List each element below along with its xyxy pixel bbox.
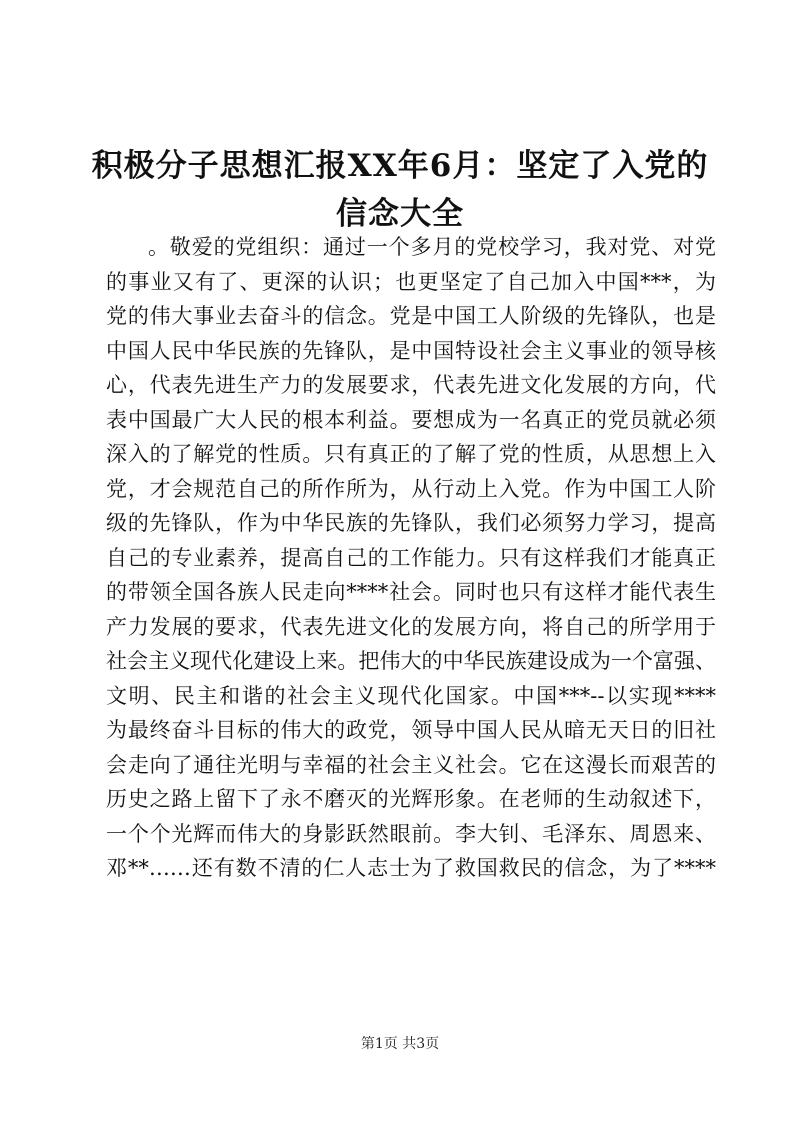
title-line-1: 积极分子思想汇报XX年6月：坚定了入党的 [91, 148, 709, 184]
body-line: 表中国最广大人民的根本利益。要想成为一名真正的党员就必须 [106, 407, 716, 432]
body-line: 邓**……还有数不清的仁人志士为了救国救民的信念，为了**** [106, 856, 716, 880]
body-line: 社会主义现代化建设上来。把伟大的中华民族建设成为一个富强、 [106, 649, 716, 673]
body-line: 产力发展的要求，代表先进文化的发展方向，将自己的所学用于 [106, 614, 716, 639]
body-line: 中国人民中华民族的先锋队，是中国特设社会主义事业的领导核 [106, 338, 716, 363]
body-line: 文明、民主和谐的社会主义现代化国家。中国***--以实现**** [106, 683, 716, 708]
body-line: 深入的了解党的性质。只有真正的了解了党的性质，从思想上入 [106, 442, 716, 466]
document-title [60, 142, 740, 238]
body-line: 的事业又有了、更深的认识；也更坚定了自己加入中国***，为 [106, 269, 716, 294]
body-line: 自己的专业素养，提高自己的工作能力。只有这样我们才能真正 [106, 545, 716, 570]
body-line: 。敬爱的党组织：通过一个多月的党校学习，我对党、对党 [148, 235, 716, 259]
body-line: 一个个光辉而伟大的身影跃然眼前。李大钊、毛泽东、周恩来、 [106, 821, 716, 846]
page-footer: 第1页 共3页 [360, 1036, 440, 1052]
body-line: 党的伟大事业去奋斗的信念。党是中国工人阶级的先锋队，也是 [106, 304, 716, 328]
title-line-2: 信念大全 [336, 196, 464, 232]
body-line: 历史之路上留下了永不磨灭的光辉形象。在老师的生动叙述下， [106, 787, 716, 811]
document-body [106, 230, 716, 886]
body-line: 会走向了通往光明与幸福的社会主义社会。它在这漫长而艰苦的 [106, 752, 716, 777]
body-line: 级的先锋队，作为中华民族的先锋队，我们必须努力学习，提高 [106, 511, 716, 535]
body-line: 为最终奋斗目标的伟大的政党，领导中国人民从暗无天日的旧社 [106, 718, 716, 742]
body-line: 党，才会规范自己的所作所为，从行动上入党。作为中国工人阶 [106, 476, 716, 501]
body-line: 心，代表先进生产力的发展要求，代表先进文化发展的方向，代 [106, 373, 716, 397]
body-line: 的带领全国各族人民走向****社会。同时也只有这样才能代表生 [106, 580, 716, 604]
